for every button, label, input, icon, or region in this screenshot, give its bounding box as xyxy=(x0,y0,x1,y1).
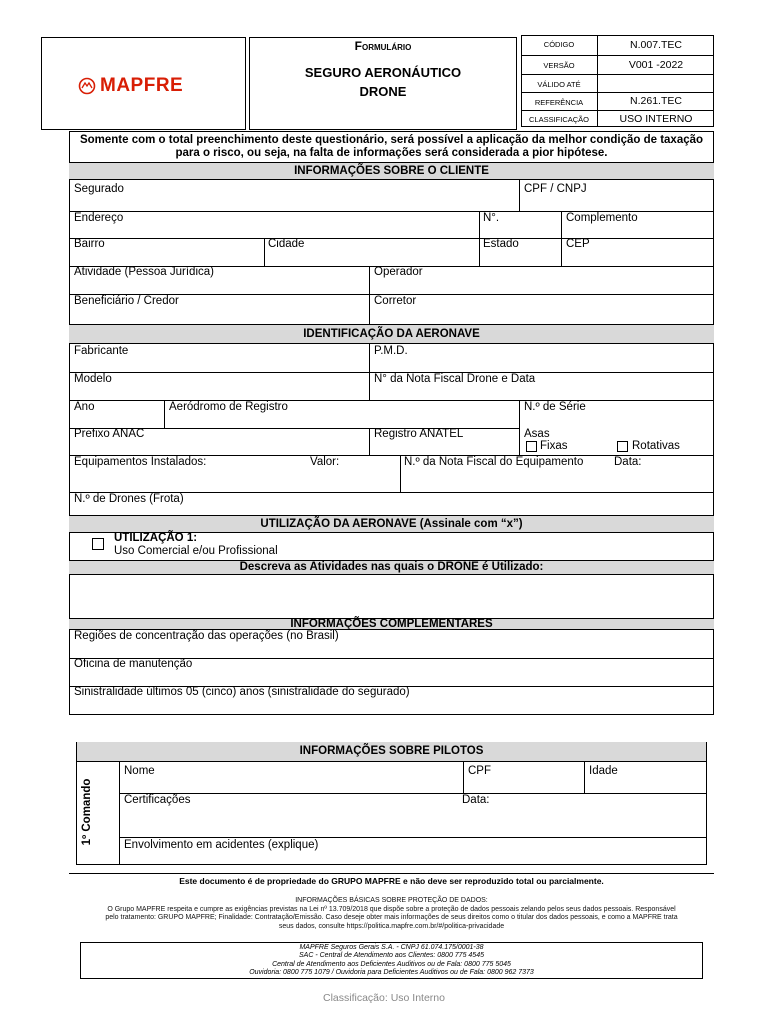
ano-field[interactable]: Ano xyxy=(74,401,95,413)
lgpd-line3: seus dados, consulte https://politica.mapfre.com.br/#/politica-privacidade xyxy=(278,922,505,930)
oficina-field[interactable]: Oficina de manutenção xyxy=(74,658,193,670)
utilizacao-1-checkbox[interactable] xyxy=(92,538,104,550)
pilots-section-title: INFORMAÇÕES SOBRE PILOTOS xyxy=(77,742,706,762)
operador-field[interactable]: Operador xyxy=(374,266,423,278)
certificacoes-data-field[interactable]: Data: xyxy=(462,794,490,806)
lgpd-block xyxy=(69,897,714,931)
cep-field[interactable]: CEP xyxy=(566,238,590,250)
classification-footer: Classificação: Uso Interno xyxy=(323,992,445,1004)
lgpd-line1: O Grupo MAPFRE respeita e cumpre as exigências previstas na Lei nº 13.709/2018 que dispõe sobre a proteção de dados pessoais zelando pelos seus dados pessoais. Responsável xyxy=(107,905,676,913)
form-label: Formulário xyxy=(354,39,412,53)
lgpd-title: INFORMAÇÕES BÁSICAS SOBRE PROTEÇÃO DE DADOS: xyxy=(295,897,488,904)
meta-code-label: CÓDIGO xyxy=(543,40,575,49)
comando-label: 1º Comando xyxy=(81,778,93,846)
form-title-line2: DRONE xyxy=(359,84,407,99)
numero-field[interactable]: N°. xyxy=(483,212,500,224)
logo-text: MAPFRE xyxy=(100,75,184,96)
prefixo-anac-field[interactable]: Prefixo ANAC xyxy=(74,428,145,440)
company-line3: Central de Atendimento aos Deficientes Auditivos ou de Fala: 0800 775 5045 xyxy=(272,960,511,968)
intro-line2: para o risco, ou seja, na falta de informações será considerada a pior hipótese. xyxy=(175,147,608,159)
mapfre-emblem-icon xyxy=(78,77,96,95)
fixas-label: Fixas xyxy=(540,440,568,452)
valor-field[interactable]: Valor: xyxy=(310,456,340,468)
drones-frota-field[interactable]: N.º de Drones (Frota) xyxy=(74,493,184,505)
fixas-checkbox[interactable] xyxy=(526,441,537,452)
registro-anatel-field[interactable]: Registro ANATEL xyxy=(374,428,464,440)
activities-title: Descreva as Atividades nas quais o DRONE é Utilizado: xyxy=(69,560,714,575)
mapfre-logo xyxy=(78,75,218,97)
sinistralidade-field[interactable]: Sinistralidade últimos 05 (cinco) anos (sinistralidade do segurado) xyxy=(74,686,410,698)
equipamentos-field[interactable]: Equipamentos Instalados: xyxy=(74,456,207,468)
pmd-field[interactable]: P.M.D. xyxy=(374,345,408,357)
intro-line1: Somente com o total preenchimento deste questionário, será possível a aplicação da melhor condição de taxação xyxy=(79,134,704,146)
piloto-cpf-field[interactable]: CPF xyxy=(468,765,491,777)
bairro-field[interactable]: Bairro xyxy=(74,238,105,250)
client-section-title: INFORMAÇÕES SOBRE O CLIENTE xyxy=(69,162,714,180)
regioes-field[interactable]: Regiões de concentração das operações (no Brasil) xyxy=(74,630,339,642)
lgpd-line2: pelo tratamento: GRUPO MAPFRE; Finalidade: Contratação/Emissão. Caso deseje obter mais informações de seus direitos como o titular dos dados pessoais, e como a MAPFRE trata xyxy=(105,914,678,921)
equipamento-data-field[interactable]: Data: xyxy=(614,456,642,468)
atividade-field[interactable]: Atividade (Pessoa Jurídica) xyxy=(74,266,214,278)
company-line1: MAPFRE Seguros Gerais S.A. - CNPJ 61.074.175/0001-38 xyxy=(299,944,484,951)
rotativas-label: Rotativas xyxy=(632,440,680,452)
meta-reference-value: N.261.TEC xyxy=(630,95,682,107)
modelo-field[interactable]: Modelo xyxy=(74,373,112,385)
usage-section-title: UTILIZAÇÃO DA AERONAVE (Assinale com “x”) xyxy=(69,515,714,533)
rotativas-checkbox[interactable] xyxy=(617,441,628,452)
serie-field[interactable]: N.º de Série xyxy=(524,401,586,413)
meta-version-label: VERSÃO xyxy=(543,61,575,70)
nota-drone-field[interactable]: N° da Nota Fiscal Drone e Data xyxy=(374,373,536,385)
cpf-cnpj-field[interactable]: CPF / CNPJ xyxy=(524,183,587,195)
complemento-field[interactable]: Complemento xyxy=(566,212,638,224)
segurado-field[interactable]: Segurado xyxy=(74,183,124,195)
company-line2: SAC - Central de Atendimento aos Clientes: 0800 775 4545 xyxy=(299,952,484,960)
meta-classification-label: CLASSIFICAÇÃO xyxy=(528,115,589,124)
piloto-idade-field[interactable]: Idade xyxy=(589,765,618,777)
acidentes-field[interactable]: Envolvimento em acidentes (explique) xyxy=(124,839,319,851)
cidade-field[interactable]: Cidade xyxy=(268,238,305,250)
activities-input[interactable] xyxy=(70,576,713,618)
nota-equipamento-field[interactable]: N.º da Nota Fiscal do Equipamento xyxy=(404,456,584,468)
fabricante-field[interactable]: Fabricante xyxy=(74,345,129,357)
meta-valid-label: VÁLIDO ATÉ xyxy=(537,80,581,89)
complementary-section-title: INFORMAÇÕES COMPLEMENTARES xyxy=(69,618,714,630)
intro-text xyxy=(69,134,714,160)
asas-label: Asas xyxy=(524,428,550,440)
meta-reference-label: REFERÊNCIA xyxy=(534,98,584,107)
meta-code-value: N.007.TEC xyxy=(630,39,682,51)
aerodromo-field[interactable]: Aeródromo de Registro xyxy=(169,401,288,413)
certificacoes-field[interactable]: Certificações xyxy=(124,794,191,806)
meta-version-value: V001 -2022 xyxy=(628,59,684,71)
aircraft-section-title: IDENTIFICAÇÃO DA AERONAVE xyxy=(69,324,714,344)
company-info xyxy=(80,944,703,977)
utilizacao-1-desc: Uso Comercial e/ou Profissional xyxy=(114,545,278,557)
piloto-nome-field[interactable]: Nome xyxy=(124,765,155,777)
corretor-field[interactable]: Corretor xyxy=(374,295,417,307)
utilizacao-1-label: UTILIZAÇÃO 1: xyxy=(114,532,198,544)
form-title-line1: SEGURO AERONÁUTICO xyxy=(304,65,462,80)
beneficiario-field[interactable]: Beneficiário / Credor xyxy=(74,295,179,307)
endereco-field[interactable]: Endereço xyxy=(74,212,124,224)
meta-classification-value: USO INTERNO xyxy=(619,113,693,125)
company-line4: Ouvidoria: 0800 775 1079 / Ouvidoria para Deficientes Auditivos ou de Fala: 0800 962 7373 xyxy=(249,968,534,976)
property-notice: Este documento é de propriedade do GRUPO MAPFRE e não deve ser reproduzido total ou parcialmente. xyxy=(179,876,604,886)
estado-field[interactable]: Estado xyxy=(483,238,519,250)
